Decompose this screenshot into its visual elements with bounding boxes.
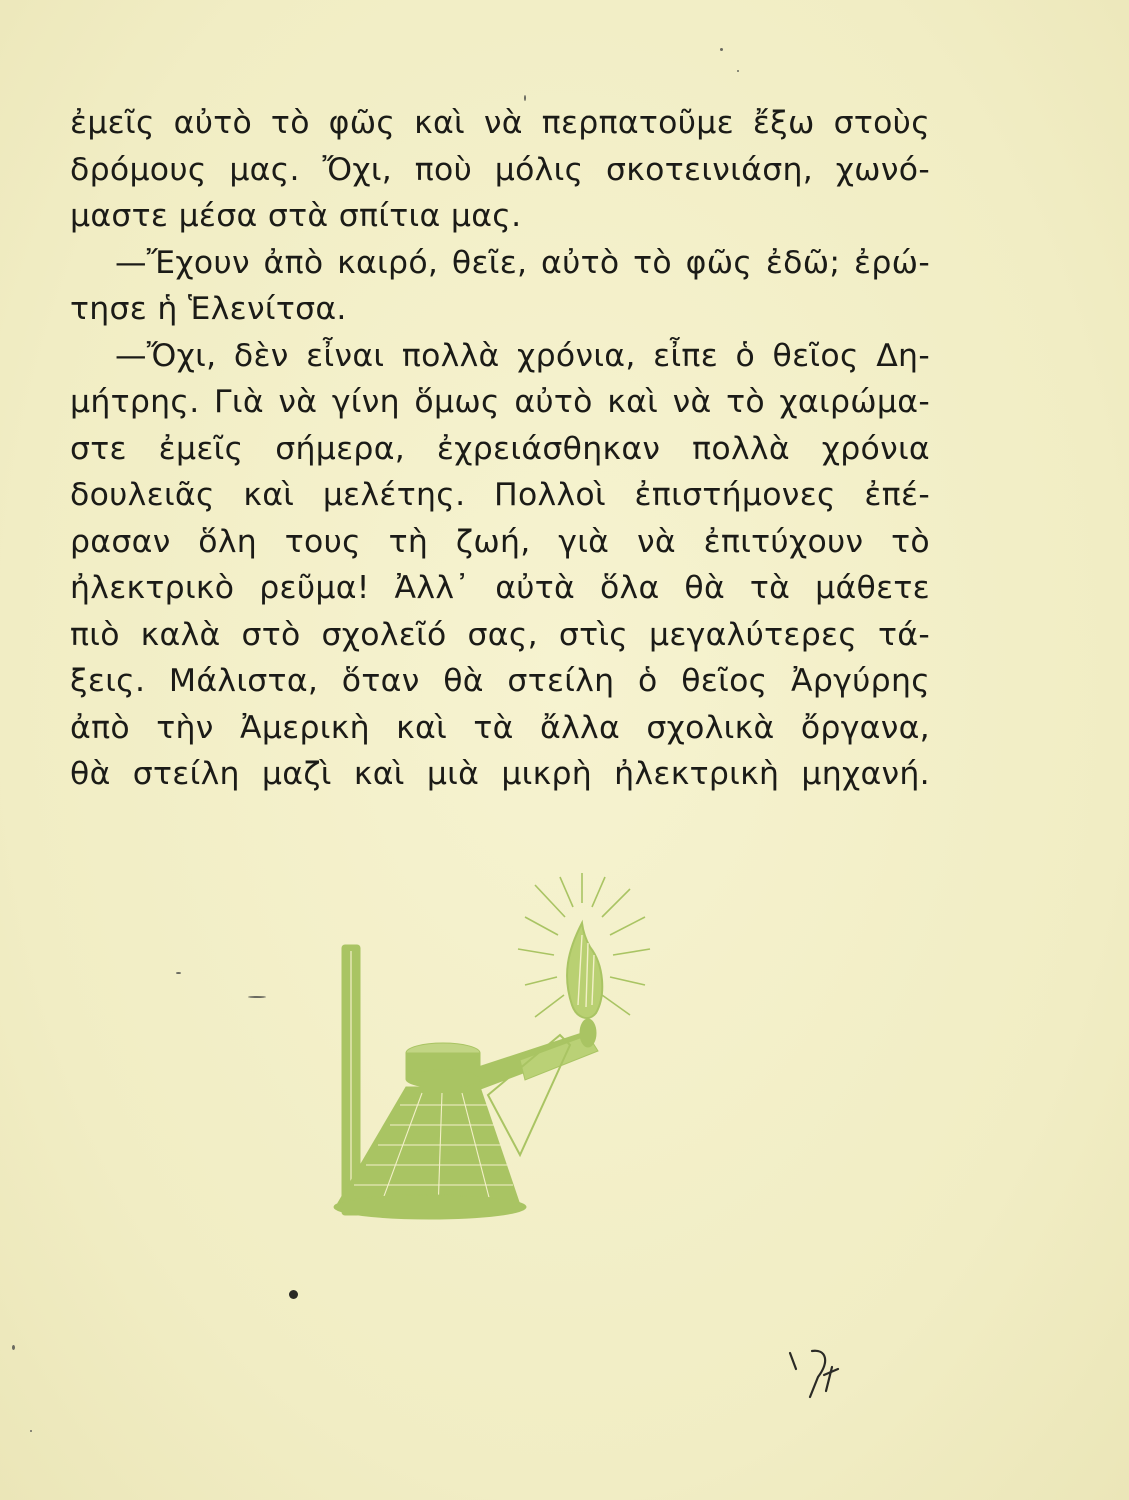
handwritten-page-mark	[782, 1345, 852, 1415]
paper-speck	[30, 1430, 32, 1432]
text-line-2: δρόμους μας. Ὄχι, ποὺ μόλις σκοτεινιάση, χωνό-	[70, 151, 930, 188]
text-line-14: ἀπὸ τὴν Ἀμερικὴ καὶ τὰ ἄλλα σχολικὰ ὄργανα,	[70, 709, 930, 746]
text-line-6: —Ὄχι, δὲν εἶναι πολλὰ χρόνια, εἶπε ὁ θεῖος Δη-	[115, 337, 930, 374]
paper-speck	[524, 95, 526, 101]
text-line-15: θὰ στείλη μαζὶ καὶ μιὰ μικρὴ ἠλεκτρικὴ μηχανή.	[70, 756, 930, 792]
text-line-1: ἐμεῖς αὐτὸ τὸ φῶς καὶ νὰ περπατοῦμε ἔξω στοὺς	[70, 105, 930, 141]
text-line-12: πιὸ καλὰ στὸ σχολεῖό σας, στὶς μεγαλύτερες τά-	[70, 616, 930, 653]
text-line-3: μαστε μέσα στὰ σπίτια μας.	[70, 198, 522, 234]
paper-speck	[248, 996, 266, 998]
text-line-4: —Ἔχουν ἀπὸ καιρό, θεῖε, αὐτὸ τὸ φῶς ἐδῶ; ἐρώ-	[115, 244, 930, 281]
text-line-8: στε ἐμεῖς σήμερα, ἐχρειάσθηκαν πολλὰ χρόνια	[70, 430, 930, 467]
text-line-13: ξεις. Μάλιστα, ὅταν θὰ στείλη ὁ θεῖος Ἀργύρης	[70, 663, 930, 699]
text-line-10: ρασαν ὅλη τους τὴ ζωή, γιὰ νὰ ἐπιτύχουν τὸ	[70, 523, 930, 560]
lamp-base	[334, 1195, 526, 1219]
ink-dot	[289, 1290, 298, 1299]
oil-lamp-illustration	[320, 855, 700, 1225]
paper-speck	[12, 1345, 15, 1350]
text-line-9: δουλειᾶς καὶ μελέτης. Πολλοὶ ἐπιστήμονες ἐπέ-	[70, 477, 930, 513]
paper-speck	[720, 48, 723, 51]
text-line-5: τησε ἡ Ἑλενίτσα.	[70, 291, 347, 327]
flame	[567, 923, 602, 1018]
text-line-7: μήτρης. Γιὰ νὰ γίνη ὅμως αὐτὸ καὶ νὰ τὸ χαιρώμα-	[70, 384, 930, 420]
paper-speck	[176, 972, 181, 974]
text-line-11: ἠλεκτρικὸ ρεῦμα! Ἀλλ᾽ αὐτὰ ὅλα θὰ τὰ μάθετε	[70, 570, 930, 606]
paper-speck	[737, 70, 739, 72]
body-text	[70, 100, 930, 798]
